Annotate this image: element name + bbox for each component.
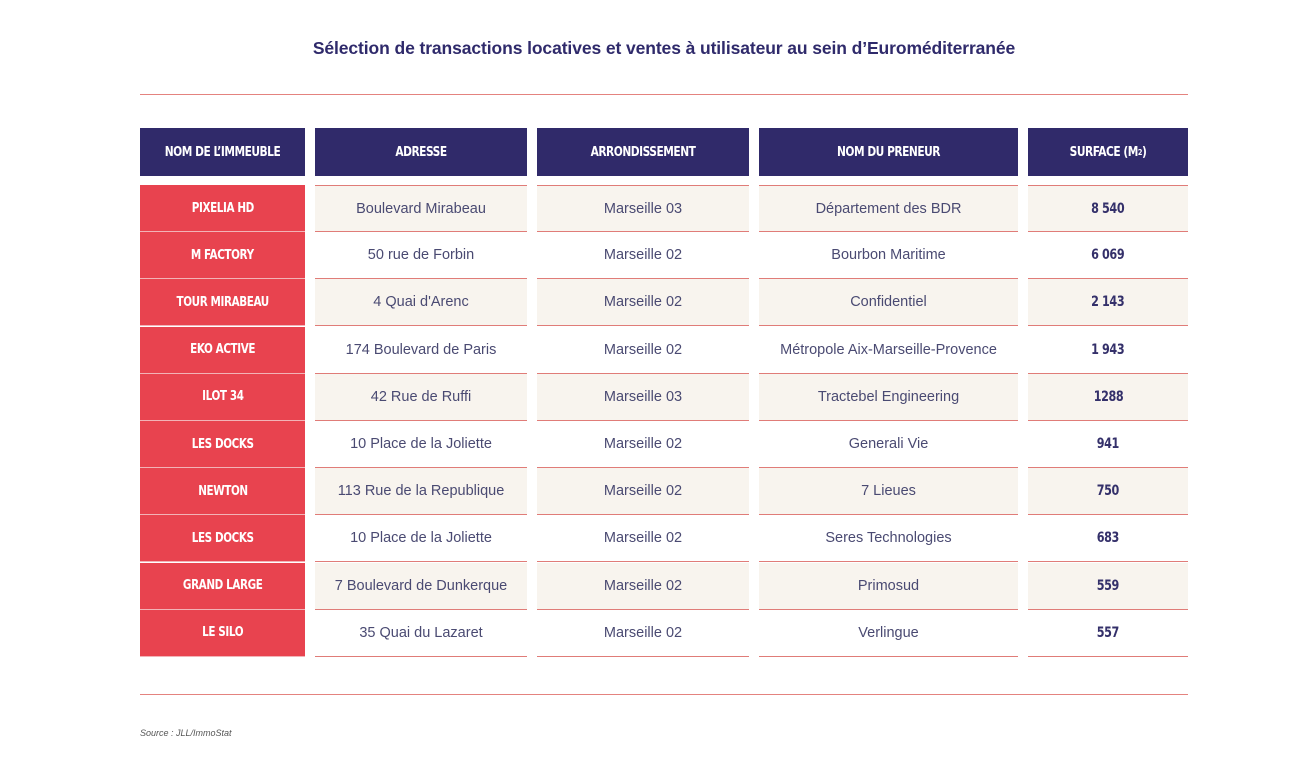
cell-surface: 1 943 (1028, 327, 1188, 374)
cell-district: Marseille 02 (537, 232, 749, 279)
cell-surface: 683 (1028, 515, 1188, 562)
cell-surface: 559 (1028, 563, 1188, 610)
cell-building: NEWTON (140, 468, 305, 515)
cell-address: 7 Boulevard de Dunkerque (315, 563, 527, 610)
cell-surface: 941 (1028, 421, 1188, 468)
cell-address: 35 Quai du Lazaret (315, 610, 527, 657)
source-note: Source : JLL/ImmoStat (140, 728, 232, 738)
cell-building: EKO ACTIVE (140, 327, 305, 374)
cell-district: Marseille 02 (537, 279, 749, 326)
cell-tenant: Verlingue (759, 610, 1018, 657)
cell-building: LES DOCKS (140, 515, 305, 562)
header-building: NOM DE L’IMMEUBLE (140, 128, 305, 176)
cell-building: ILOT 34 (140, 374, 305, 421)
cell-district: Marseille 02 (537, 421, 749, 468)
cell-surface: 2 143 (1028, 279, 1188, 326)
header-surface: SURFACE (M 2 ) (1028, 128, 1188, 176)
cell-district: Marseille 02 (537, 515, 749, 562)
cell-surface: 6 069 (1028, 232, 1188, 279)
cell-building: GRAND LARGE (140, 563, 305, 610)
cell-surface: 1288 (1028, 374, 1188, 421)
cell-building: TOUR MIRABEAU (140, 279, 305, 326)
cell-district: Marseille 02 (537, 563, 749, 610)
bottom-divider (140, 694, 1188, 695)
cell-address: Boulevard Mirabeau (315, 185, 527, 232)
cell-surface: 557 (1028, 610, 1188, 657)
cell-tenant: 7 Lieues (759, 468, 1018, 515)
cell-tenant: Seres Technologies (759, 515, 1018, 562)
cell-building: PIXELIA HD (140, 185, 305, 232)
header-district: ARRONDISSEMENT (537, 128, 749, 176)
cell-building: LE SILO (140, 610, 305, 657)
cell-tenant: Confidentiel (759, 279, 1018, 326)
cell-building: M FACTORY (140, 232, 305, 279)
cell-district: Marseille 02 (537, 468, 749, 515)
cell-tenant: Tractebel Engineering (759, 374, 1018, 421)
cell-address: 10 Place de la Joliette (315, 421, 527, 468)
cell-address: 50 rue de Forbin (315, 232, 527, 279)
cell-address: 4 Quai d'Arenc (315, 279, 527, 326)
header-address: ADRESSE (315, 128, 527, 176)
cell-district: Marseille 03 (537, 185, 749, 232)
cell-tenant: Métropole Aix-Marseille-Provence (759, 327, 1018, 374)
cell-building: LES DOCKS (140, 421, 305, 468)
header-tenant: NOM DU PRENEUR (759, 128, 1018, 176)
cell-tenant: Generali Vie (759, 421, 1018, 468)
cell-district: Marseille 02 (537, 327, 749, 374)
cell-address: 113 Rue de la Republique (315, 468, 527, 515)
cell-district: Marseille 03 (537, 374, 749, 421)
page-title: Sélection de transactions locatives et ventes à utilisateur au sein d’Euroméditerranée (312, 38, 1016, 58)
cell-tenant: Primosud (759, 563, 1018, 610)
cell-address: 174 Boulevard de Paris (315, 327, 527, 374)
cell-district: Marseille 02 (537, 610, 749, 657)
cell-tenant: Département des BDR (759, 185, 1018, 232)
cell-surface: 750 (1028, 468, 1188, 515)
cell-surface: 8 540 (1028, 185, 1188, 232)
cell-tenant: Bourbon Maritime (759, 232, 1018, 279)
cell-address: 42 Rue de Ruffi (315, 374, 527, 421)
top-divider (140, 94, 1188, 95)
cell-address: 10 Place de la Joliette (315, 515, 527, 562)
